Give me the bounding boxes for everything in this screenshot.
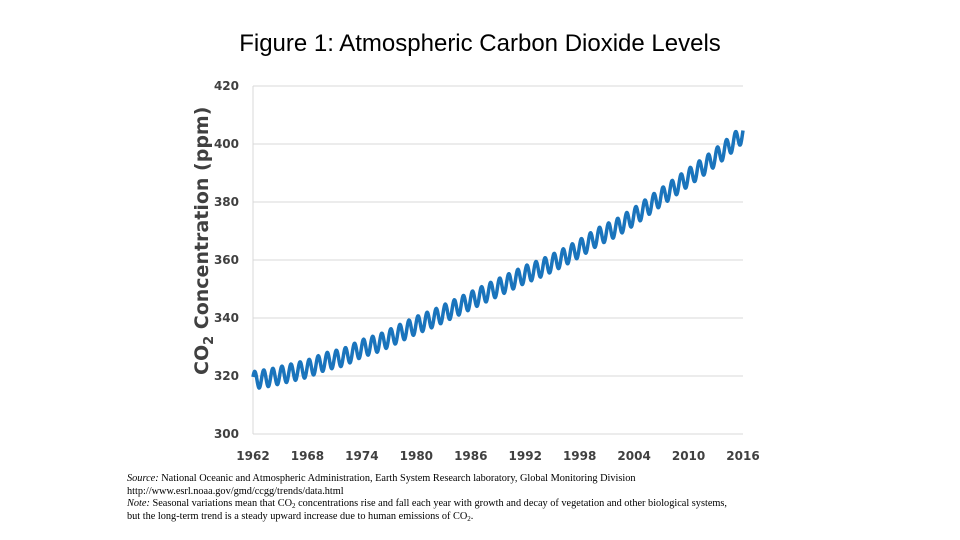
caption-note-line-1 [127, 498, 847, 511]
x-tick-label: 1980 [399, 449, 434, 463]
note-text-1: Seasonal variations mean that CO [149, 498, 293, 509]
x-tick-label: 1986 [454, 449, 488, 463]
x-tick-label: 1998 [562, 449, 597, 463]
note-text-2: concentrations rise and fall each year with growth and decay of vegetation and other biological systems, [295, 498, 727, 509]
y-tick-label: 340 [213, 311, 239, 325]
y-tick-label: 360 [213, 253, 239, 267]
x-tick-label: 2016 [726, 449, 760, 463]
y-axis-title-suffix: Concentration (ppm) [191, 106, 213, 336]
y-tick-label: 300 [213, 427, 239, 441]
co2-series-line [253, 130, 743, 388]
series-layer [253, 130, 743, 388]
y-tick-label: 420 [213, 79, 239, 93]
y-tick-label: 320 [213, 369, 239, 383]
x-tick-label: 1992 [508, 449, 542, 463]
note-end: . [470, 510, 474, 522]
note-subscript-1: 2 [292, 502, 296, 510]
figure-caption [127, 473, 847, 523]
x-tick-label: 1962 [236, 449, 270, 463]
note-subscript-2: 2 [467, 514, 471, 523]
gridlines [253, 86, 743, 434]
caption-source-line [127, 473, 847, 486]
note-label: Note: [127, 498, 150, 509]
y-tick-label: 400 [213, 137, 239, 151]
x-tick-label: 2004 [617, 449, 651, 463]
x-tick-labels [236, 449, 759, 463]
y-axis-title-subscript: 2 [202, 335, 217, 345]
figure-title: Figure 1: Atmospheric Carbon Dioxide Levels [239, 30, 721, 57]
caption-note-line-2 [127, 511, 847, 524]
note-line-2-text: but the long-term trend is a steady upward increase due to human emissions of CO [127, 510, 468, 522]
x-tick-label: 1974 [345, 449, 379, 463]
source-label: Source: [127, 473, 159, 484]
y-axis-title-prefix: CO [191, 344, 213, 375]
y-tick-labels [214, 79, 239, 441]
x-tick-label: 2010 [671, 449, 706, 463]
x-tick-label: 1968 [290, 449, 325, 463]
y-tick-label: 380 [213, 195, 239, 209]
source-url: http://www.esrl.noaa.gov/gmd/ccgg/trends/data.html [127, 485, 344, 497]
source-text: National Oceanic and Atmospheric Administration, Earth System Research laboratory, Global Monitoring Division [158, 473, 636, 484]
